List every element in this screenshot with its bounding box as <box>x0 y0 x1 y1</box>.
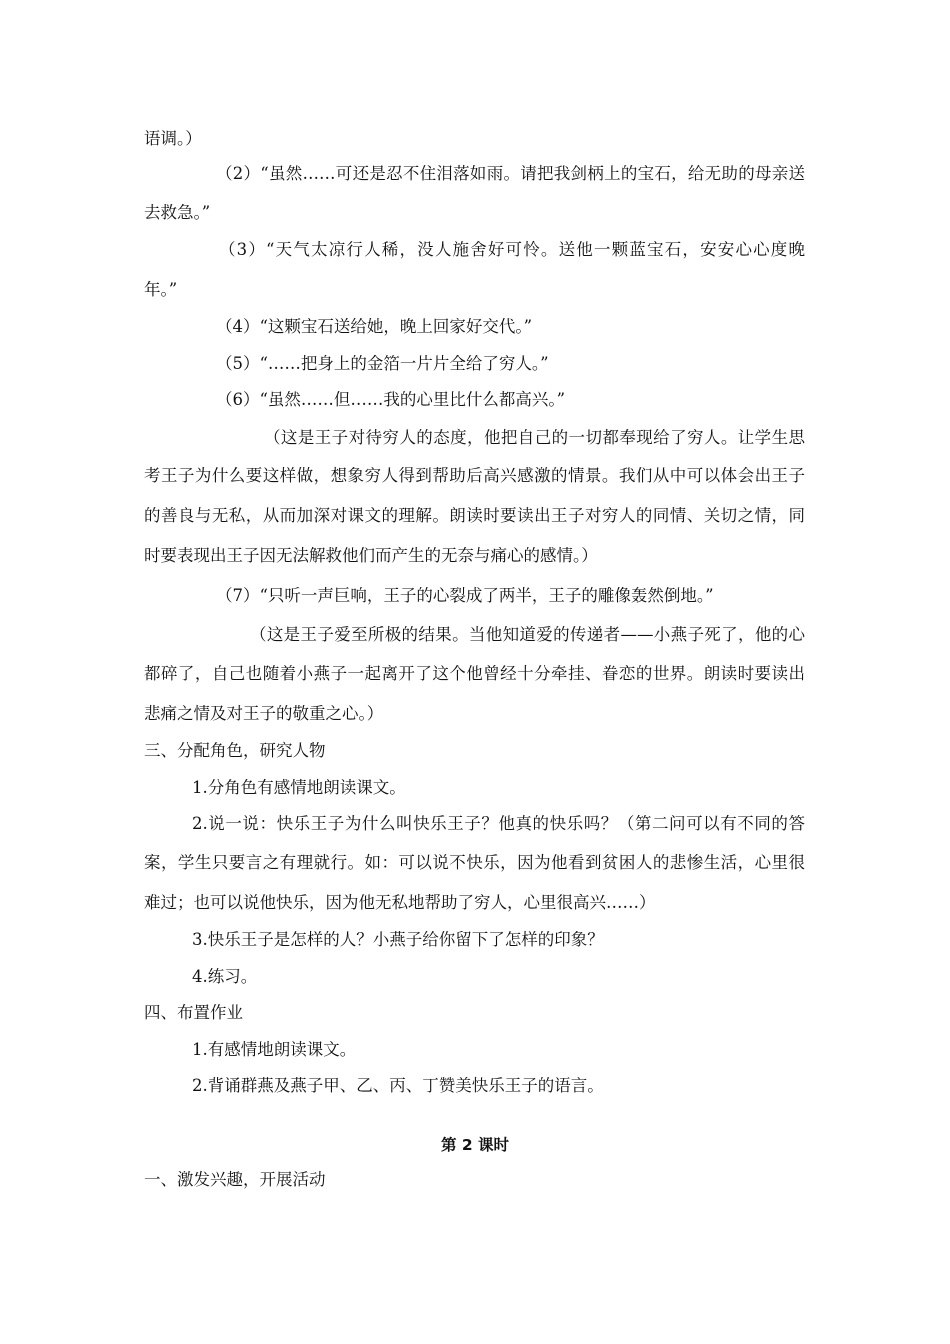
quote-line: （3）“天气太凉行人稀，没人施舍好可怜。送他一颗蓝宝石，安安心心度晚 <box>219 240 805 259</box>
lesson-heading: 第 2 课时 <box>440 1136 510 1154</box>
list-item: 1.有感情地朗读课文。 <box>192 1040 357 1059</box>
list-item-continuation: 难过；也可以说他快乐，因为他无私地帮助了穷人，心里很高兴……） <box>144 893 656 912</box>
commentary-line: 悲痛之情及对王子的敬重之心。） <box>144 704 384 723</box>
text-line: 语调。） <box>144 129 202 148</box>
commentary-line: （这是王子爱至所极的结果。当他知道爱的传递者——小燕子死了，他的心 <box>250 625 805 644</box>
list-item: 4.练习。 <box>192 967 258 986</box>
quote-line: （5）“……把身上的金箔一片片全给了穷人。” <box>216 354 549 373</box>
list-item: 2.背诵群燕及燕子甲、乙、丙、丁赞美快乐王子的语言。 <box>192 1076 604 1095</box>
commentary-line: 时要表现出王子因无法解救他们而产生的无奈与痛心的感情。） <box>144 546 598 565</box>
text-line: 去救急。” <box>144 203 211 222</box>
quote-line: （2）“虽然……可还是忍不住泪落如雨。请把我剑柄上的宝石，给无助的母亲送 <box>216 164 805 183</box>
section-heading: 一、激发兴趣，开展活动 <box>144 1170 326 1189</box>
text-line: 年。” <box>144 280 178 299</box>
commentary-line: （这是王子对待穷人的态度，他把自己的一切都奉现给了穷人。让学生思 <box>264 428 805 447</box>
list-item: 3.快乐王子是怎样的人？小燕子给你留下了怎样的印象？ <box>192 930 604 949</box>
quote-line: （7）“只听一声巨响，王子的心裂成了两半，王子的雕像轰然倒地。” <box>216 586 714 605</box>
section-heading: 四、布置作业 <box>144 1003 243 1022</box>
list-item: 1.分角色有感情地朗读课文。 <box>192 778 406 797</box>
list-item-continuation: 案，学生只要言之有理就行。如：可以说不快乐，因为他看到贫困人的悲惨生活，心里很 <box>144 853 805 872</box>
list-item: 2.说一说：快乐王子为什么叫快乐王子？他真的快乐吗？（第二问可以有不同的答 <box>192 814 805 833</box>
commentary-line: 的善良与无私，从而加深对课文的理解。朗读时要读出王子对穷人的同情、关切之情，同 <box>144 506 805 525</box>
commentary-line: 考王子为什么要这样做，想象穷人得到帮助后高兴感激的情景。我们从中可以体会出王子 <box>144 466 805 485</box>
quote-line: （6）“虽然……但……我的心里比什么都高兴。” <box>216 390 566 409</box>
quote-line: （4）“这颗宝石送给她，晚上回家好交代。” <box>216 317 533 336</box>
commentary-line: 都碎了，自己也随着小燕子一起离开了这个他曾经十分牵挂、眷恋的世界。朗读时要读出 <box>144 664 805 683</box>
section-heading: 三、分配角色，研究人物 <box>144 741 326 760</box>
